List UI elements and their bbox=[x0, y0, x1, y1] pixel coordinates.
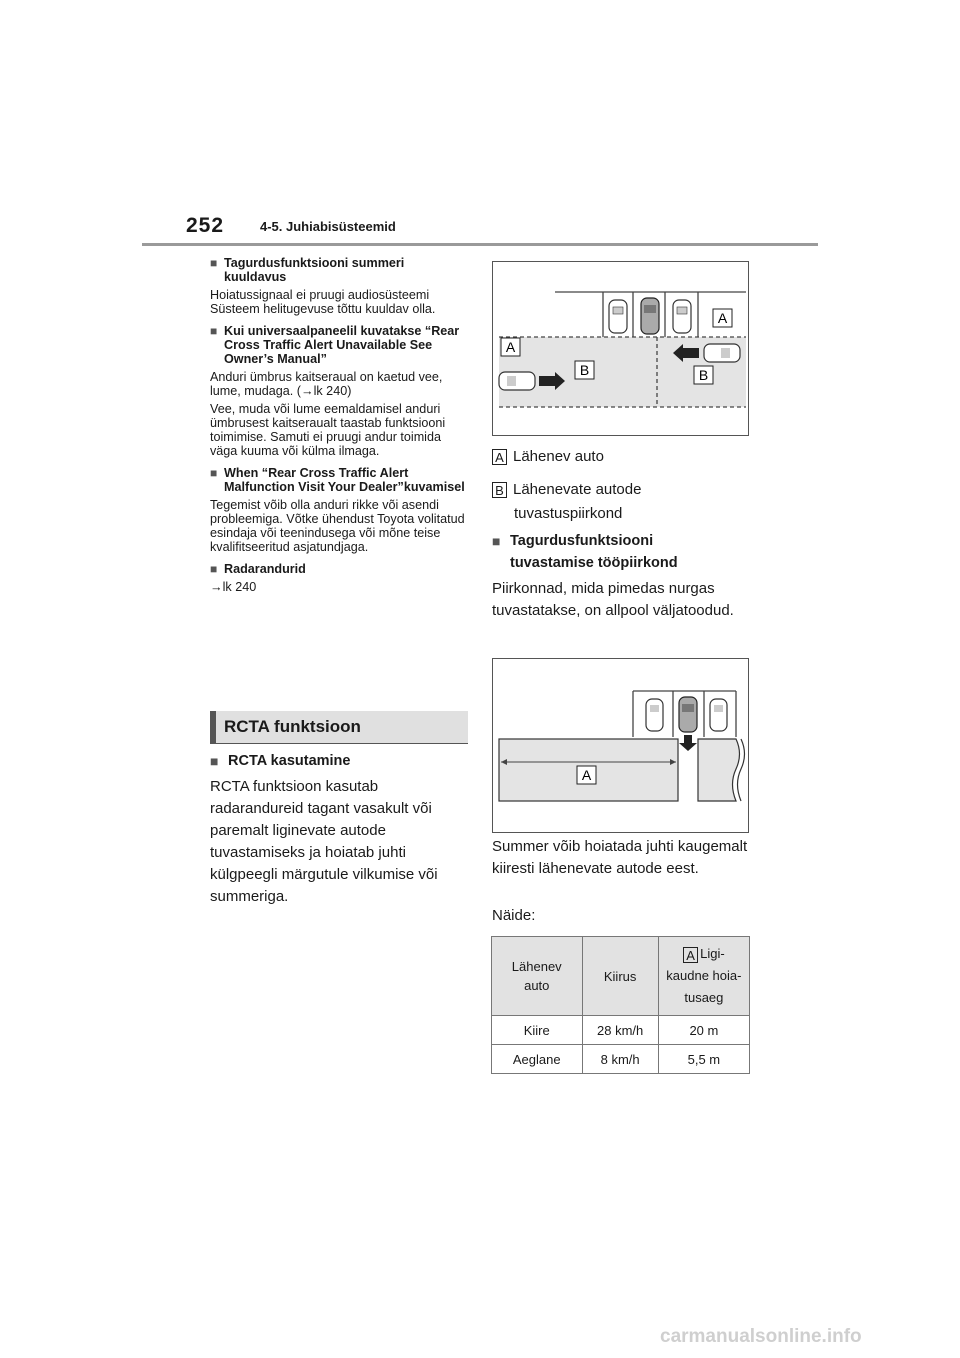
table-cell: 8 km/h bbox=[582, 1045, 658, 1074]
buzzer-warning-text: Summer võib hoiatada juhti kaugemalt kiiresti lähenevate autode eest. bbox=[492, 838, 748, 877]
figure-operating-range bbox=[492, 658, 749, 833]
paragraph: Piirkonnad, mida pimedas nurgas tuvastatakse, on allpool väljatoodud. bbox=[492, 580, 734, 619]
paragraph: Tegemist võib olla anduri rikke või asendi probleemiga. Võtke ühendust Toyota volitatud esindaja või teenindusega või mõne teise kvalifitseeritud asjatundjaga. bbox=[210, 498, 465, 554]
heading-radar-sensors: ■ Radarandurid bbox=[210, 562, 306, 576]
svg-text:B: B bbox=[579, 362, 590, 378]
paragraph: RCTA funktsioon kasutab radarandureid tagant vasakult või paremalt liginevate autode tuvastamiseks ja hoiatab juhti külgpeegli märgutule vilkumise või summeriga. bbox=[210, 778, 438, 905]
header-divider bbox=[142, 243, 818, 246]
header-cell: A Ligi- kaudne hoia- tusaeg bbox=[658, 937, 749, 1016]
figure-detection-area bbox=[492, 261, 749, 436]
table-row bbox=[492, 1016, 750, 1045]
parking-lot-illustration bbox=[493, 262, 748, 435]
reversing-car-icon bbox=[679, 697, 697, 732]
legend-box-b: B bbox=[492, 482, 507, 498]
table-row bbox=[492, 1045, 750, 1074]
parked-car-icon bbox=[646, 699, 663, 731]
section-title: 4-5. Juhiabisüsteemid bbox=[260, 219, 396, 234]
legend-box-a: A bbox=[492, 449, 507, 465]
header-cell: Kiirus bbox=[582, 937, 658, 1016]
table-header-row bbox=[492, 937, 750, 1016]
table-cell: 5,5 m bbox=[658, 1045, 749, 1074]
header-box-a: A bbox=[683, 947, 698, 963]
header-cell: Lähenev auto bbox=[492, 937, 583, 1016]
watermark: carmanualsonline.info bbox=[660, 1326, 862, 1347]
table-cell: 20 m bbox=[658, 1016, 749, 1045]
rcta-usage bbox=[210, 750, 470, 908]
heading-unavailable-message: ■ Kui universaalpaneelil kuvatakse “Rear Cross Traffic Alert Unavailable See Owner’s Manual” bbox=[210, 324, 460, 366]
table-cell: Aeglane bbox=[492, 1045, 583, 1074]
rcta-section-banner: RCTA funktsioon bbox=[210, 711, 468, 743]
heading-detection-range: ■ Tagurdusfunktsiooni tuvastamise tööpiirkond bbox=[492, 530, 754, 574]
example-label: Näide: bbox=[492, 907, 536, 924]
label-b-center bbox=[575, 361, 594, 379]
detection-range-section bbox=[492, 530, 754, 622]
heading-rcta-usage: ■ RCTA kasutamine bbox=[210, 750, 470, 772]
arrow-down-icon bbox=[679, 735, 697, 751]
parked-car-icon bbox=[710, 699, 727, 731]
svg-text:B: B bbox=[698, 367, 709, 383]
label-a bbox=[577, 766, 596, 784]
square-bullet-icon: ■ bbox=[492, 533, 501, 549]
page-number: 252 bbox=[186, 214, 225, 237]
svg-text:A: A bbox=[581, 767, 592, 783]
parked-car-icon bbox=[673, 300, 691, 333]
square-bullet-icon: ■ bbox=[210, 753, 219, 769]
table-cell: 28 km/h bbox=[582, 1016, 658, 1045]
square-bullet-icon: ■ bbox=[210, 256, 218, 270]
svg-text:A: A bbox=[717, 310, 728, 326]
legend-a: A Lähenev auto bbox=[492, 446, 752, 468]
table-cell: Kiire bbox=[492, 1016, 583, 1045]
reversing-car-icon bbox=[641, 298, 659, 334]
paragraph: Hoiatussignaal ei pruugi audiosüsteemi Süsteem helitugevuse tõttu kuuldav olla. bbox=[210, 288, 436, 316]
square-bullet-icon: ■ bbox=[210, 324, 218, 338]
banner-underline bbox=[210, 743, 468, 744]
legend-b: B Lähenevate autode tuvastuspiirkond bbox=[492, 479, 752, 527]
heading-malfunction-message: ■ When “Rear Cross Traffic Alert Malfunction Visit Your Dealer”kuvamisel bbox=[210, 466, 465, 494]
label-a-right bbox=[713, 309, 732, 327]
label-a-left bbox=[501, 338, 520, 356]
range-zone-right bbox=[698, 739, 740, 801]
page-reference: →lk 240 bbox=[210, 580, 257, 594]
left-column bbox=[210, 256, 470, 594]
parked-car-icon bbox=[609, 300, 627, 333]
heading-buzzer-audibility: ■ Tagurdusfunktsiooni summeri kuuldavus bbox=[210, 256, 405, 284]
paragraph: Vee, muda või lume eemaldamisel anduri ümbrusest kaitseraualt taastab funktsiooni toimimise. Samuti ei pruugi andur toimida väga kuuma või külma ilmaga. bbox=[210, 402, 446, 458]
square-bullet-icon: ■ bbox=[210, 562, 218, 576]
label-b-right bbox=[694, 366, 713, 384]
paragraph: Anduri ümbrus kaitseraual on kaetud vee, lume, mudaga. (→lk 240) bbox=[210, 370, 443, 398]
approaching-car-right-icon bbox=[704, 344, 740, 362]
approaching-car-left-icon bbox=[499, 372, 535, 390]
example-table bbox=[491, 936, 750, 1074]
square-bullet-icon: ■ bbox=[210, 466, 218, 480]
range-illustration bbox=[493, 659, 748, 832]
svg-text:A: A bbox=[505, 339, 516, 355]
